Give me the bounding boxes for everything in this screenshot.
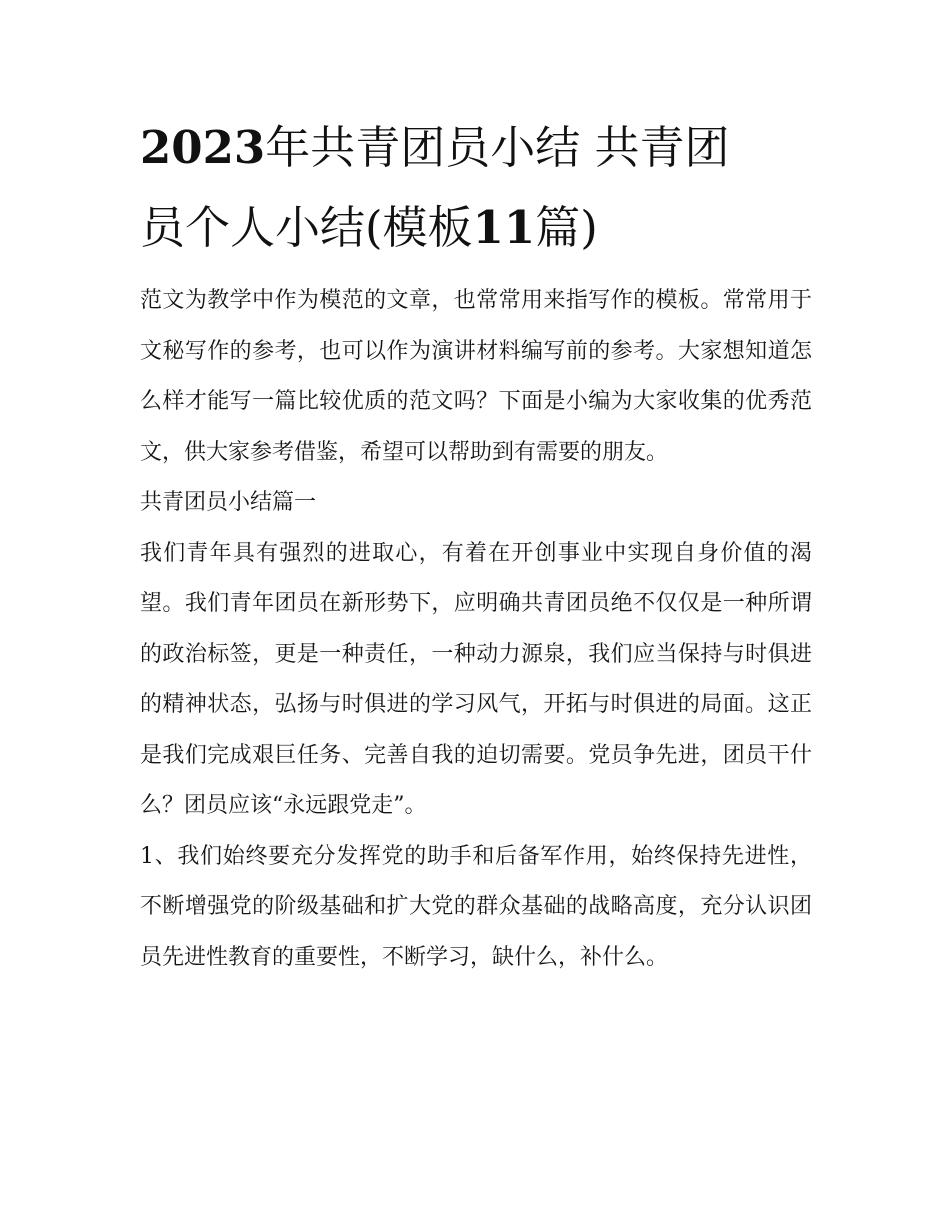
body-paragraph-2: 1、我们始终要充分发挥党的助手和后备军作用，始终保持先进性，不断增强党的阶级基础和扩大党的群众基础的战略高度，充分认识团员先进性教育的重要性，不断学习，缺什么，补什么。: [140, 843, 812, 970]
title-line-2-text-a: 员个人小结(模板: [140, 201, 473, 254]
section-heading: 共青团员小结篇一: [140, 490, 317, 515]
intro-paragraph: 范文为教学中作为模范的文章，也常常用来指写作的模板。常常用于文秘写作的参考，也可以作为演讲材料编写前的参考。大家想知道怎么样才能写一篇比较优质的范文吗？下面是小编为大家收集的优秀范文，供大家参考借鉴，希望可以帮助到有需要的朋友。: [140, 288, 812, 465]
title-year: 2023: [140, 121, 266, 174]
body-paragraph-1: 我们青年具有强烈的进取心，有着在开创事业中实现自身价值的渴望。我们青年团员在新形势下，应明确共青团员绝不仅仅是一种所谓的政治标签，更是一种责任，一种动力源泉，我们应当保持与时俱进的精神状态，弘扬与时俱进的学习风气，开拓与时俱进的局面。这正是我们完成艰巨任务、完善自我的迫切需要。党员争先进，团员干什么？团员应该“永远跟党走”。: [140, 540, 812, 818]
title-line-2: [140, 188, 812, 268]
document-page: [140, 108, 812, 983]
title-line-2-text-b: 篇): [535, 201, 598, 254]
title-line-1: [140, 108, 812, 188]
document-title: [140, 108, 812, 268]
title-line-1-text: 年共青团员小结 共青团: [265, 121, 730, 174]
title-count: 11: [472, 201, 536, 254]
